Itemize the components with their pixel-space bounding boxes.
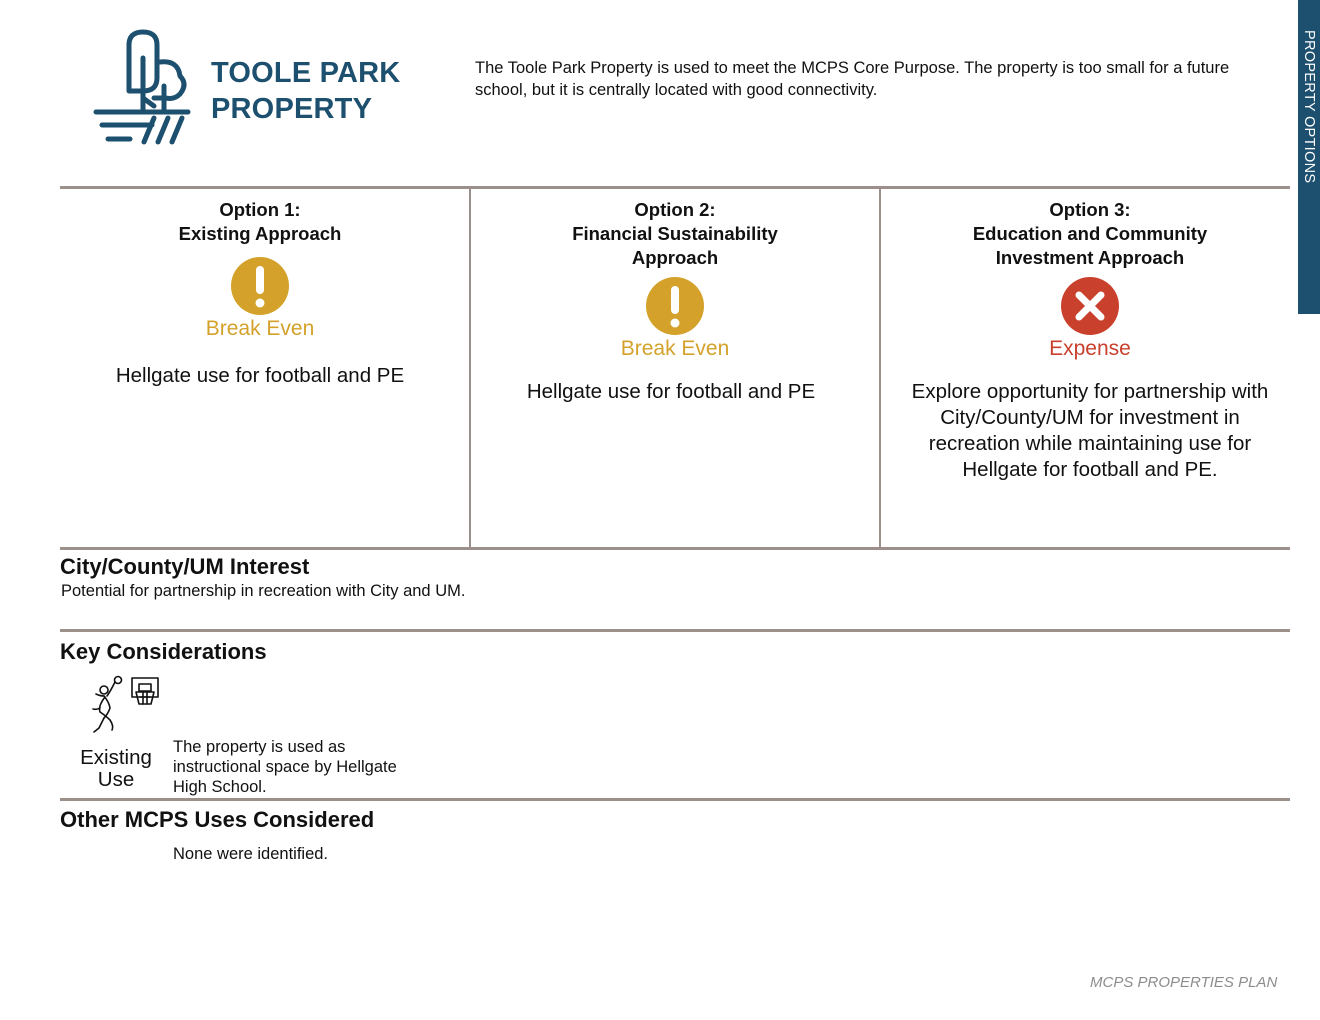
interest-heading: City/County/UM Interest [60, 554, 310, 579]
option-status: Expense [1049, 337, 1131, 360]
option-number: Option 1: [219, 199, 301, 220]
option-number: Option 3: [1049, 199, 1131, 220]
option-description: Hellgate use for football and PE [115, 364, 405, 387]
option-1 [70, 198, 450, 389]
option-status: Break Even [620, 337, 730, 360]
options-top-divider [60, 186, 1290, 189]
page-title-line: PROPERTY [211, 93, 373, 125]
option-3 [900, 198, 1280, 483]
option-title: Approach [631, 247, 719, 268]
options-bottom-divider [60, 547, 1290, 550]
page-title [211, 55, 400, 127]
option-title: Education and Community [972, 223, 1208, 244]
existing-use-text-line: The property is used as [173, 738, 346, 756]
exclamation-icon [230, 256, 290, 316]
option-number: Option 2: [634, 199, 716, 220]
exclamation-icon [645, 276, 705, 336]
page-title-line: TOOLE PARK [211, 57, 401, 89]
other-uses-text: None were identified. [173, 845, 329, 863]
option-description: Explore opportunity for partnership with City/County/UM for investment in recreation while maintaining use for Hellgate for football and PE. [911, 380, 1269, 481]
existing-use-text [173, 737, 397, 797]
column-divider [879, 187, 881, 549]
footer-text: MCPS PROPERTIES PLAN [1090, 974, 1278, 991]
option-heading [70, 198, 450, 246]
intro-text: The Toole Park Property is used to meet the MCPS Core Purpose. The property is too small for a future school, but it is centrally located with good connectivity. [475, 59, 1230, 99]
section-divider [60, 798, 1290, 801]
existing-use-text-line: High School. [173, 778, 267, 796]
key-considerations-heading: Key Considerations [60, 639, 267, 664]
option-title: Financial Sustainability [572, 223, 778, 244]
option-description: Hellgate use for football and PE [526, 380, 816, 403]
interest-text: Potential for partnership in recreation with City and UM. [61, 582, 466, 600]
option-2 [485, 198, 865, 405]
basketball-player-icon [88, 674, 162, 736]
existing-use-label-line: Existing [80, 746, 152, 769]
option-heading [900, 198, 1280, 270]
option-heading [485, 198, 865, 270]
x-icon [1060, 276, 1120, 336]
property-options-tab[interactable] [1298, 0, 1320, 314]
existing-use-label-line: Use [97, 768, 135, 791]
property-options-tab-label: PROPERTY OPTIONS [1301, 30, 1317, 184]
trees-landscape-icon [88, 28, 198, 148]
section-divider [60, 629, 1290, 632]
option-status: Break Even [205, 317, 315, 340]
column-divider [469, 187, 471, 549]
option-title: Existing Approach [178, 223, 342, 244]
other-uses-heading: Other MCPS Uses Considered [60, 807, 375, 832]
option-title: Investment Approach [995, 247, 1185, 268]
existing-use-text-line: instructional space by Hellgate [173, 758, 397, 776]
existing-use-label [70, 747, 162, 791]
